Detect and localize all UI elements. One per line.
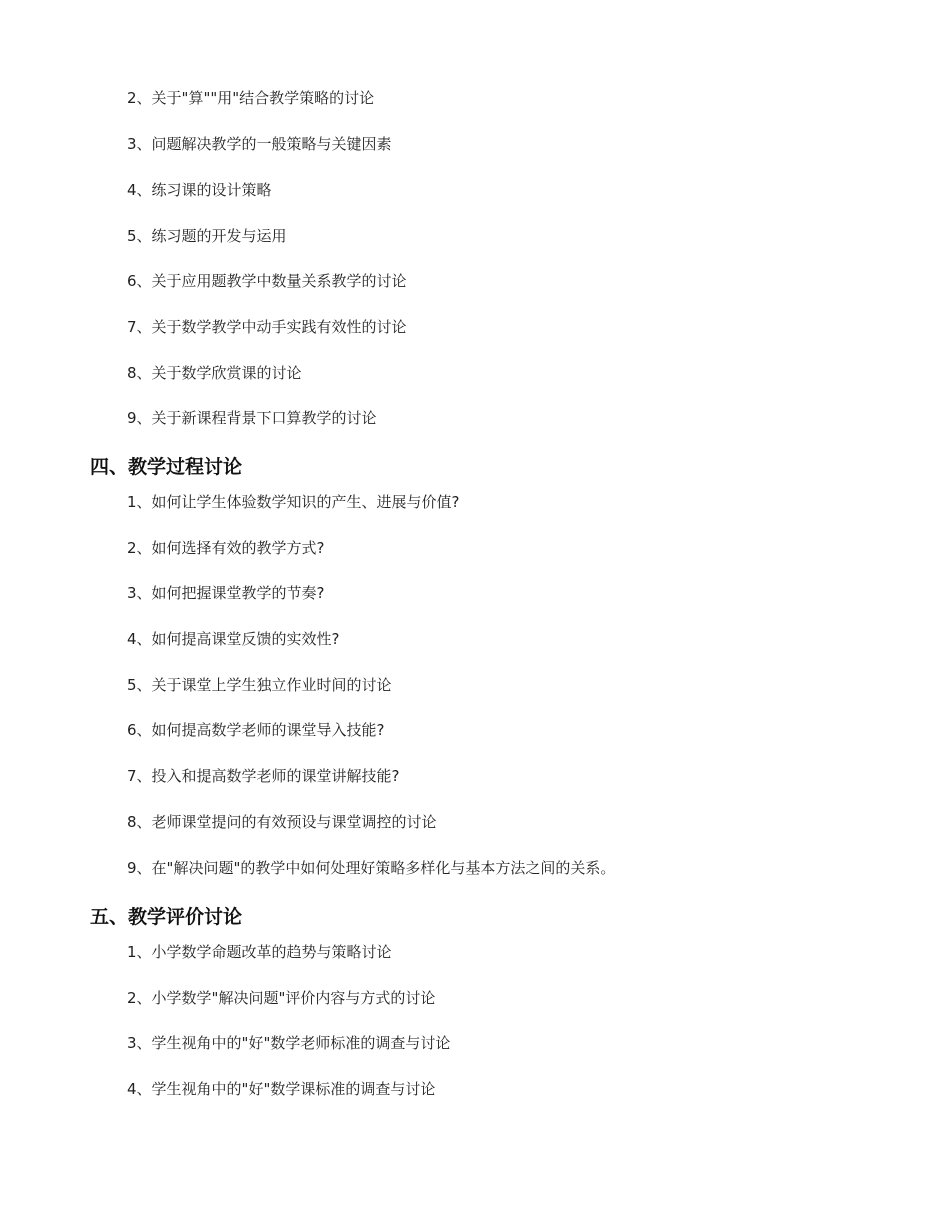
list-item: 4、如何提高课堂反馈的实效性? xyxy=(127,630,340,648)
list-item: 6、关于应用题教学中数量关系教学的讨论 xyxy=(127,272,407,290)
list-item: 7、投入和提高数学老师的课堂讲解技能? xyxy=(127,767,400,785)
list-item: 3、学生视角中的"好"数学老师标准的调查与讨论 xyxy=(127,1034,451,1052)
list-item: 3、问题解决教学的一般策略与关键因素 xyxy=(127,135,392,153)
list-item: 8、关于数学欣赏课的讨论 xyxy=(127,364,302,382)
list-item: 5、关于课堂上学生独立作业时间的讨论 xyxy=(127,676,392,694)
list-item: 2、关于"算""用"结合教学策略的讨论 xyxy=(127,89,375,107)
list-item: 1、小学数学命题改革的趋势与策略讨论 xyxy=(127,943,392,961)
list-item: 2、如何选择有效的教学方式? xyxy=(127,539,325,557)
list-item: 9、在"解决问题"的教学中如何处理好策略多样化与基本方法之间的关系。 xyxy=(127,859,616,877)
list-item: 4、学生视角中的"好"数学课标准的调查与讨论 xyxy=(127,1080,436,1098)
list-item: 3、如何把握课堂教学的节奏? xyxy=(127,584,325,602)
section-heading: 四、教学过程讨论 xyxy=(90,456,243,478)
list-item: 2、小学数学"解决问题"评价内容与方式的讨论 xyxy=(127,989,436,1007)
section-heading: 五、教学评价讨论 xyxy=(90,906,243,928)
list-item: 5、练习题的开发与运用 xyxy=(127,227,287,245)
list-item: 6、如何提高数学老师的课堂导入技能? xyxy=(127,721,385,739)
list-item: 4、练习课的设计策略 xyxy=(127,181,272,199)
list-item: 1、如何让学生体验数学知识的产生、进展与价值? xyxy=(127,493,460,511)
list-item: 9、关于新课程背景下口算教学的讨论 xyxy=(127,409,377,427)
list-item: 7、关于数学教学中动手实践有效性的讨论 xyxy=(127,318,407,336)
list-item: 8、老师课堂提问的有效预设与课堂调控的讨论 xyxy=(127,813,437,831)
